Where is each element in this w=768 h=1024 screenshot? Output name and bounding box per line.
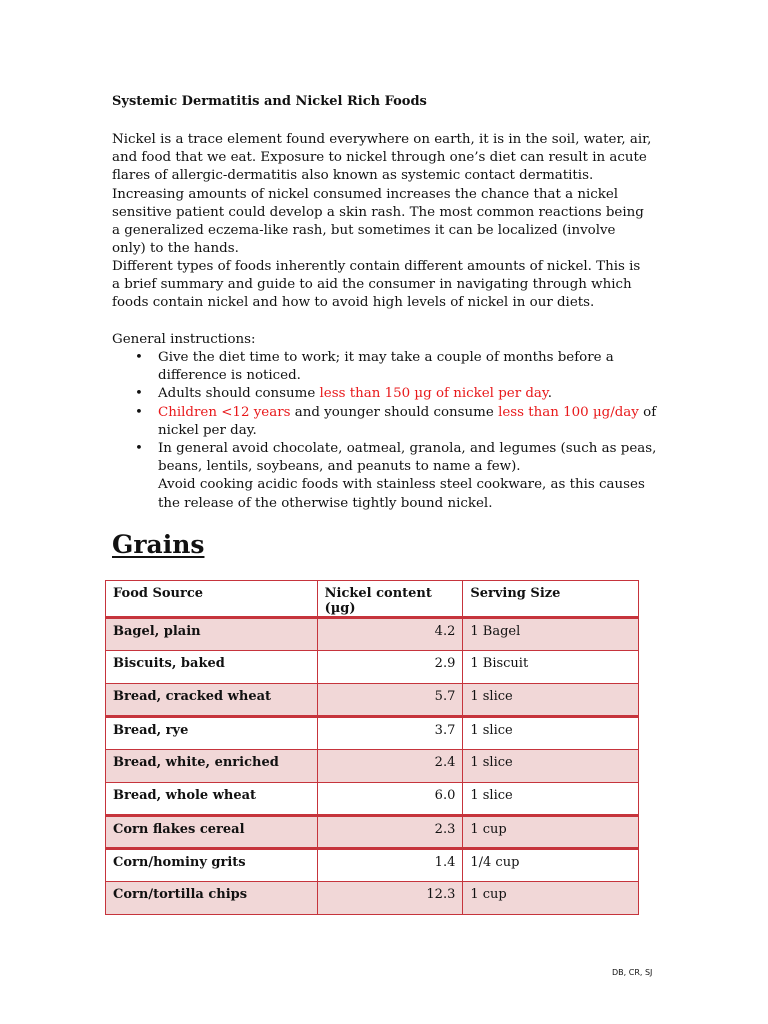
serving-cell: 1 slice xyxy=(463,783,639,816)
serving-cell: 1 Bagel xyxy=(463,618,639,651)
grains-table xyxy=(105,580,639,915)
nickel-cell: 12.3 xyxy=(317,882,463,915)
serving-cell: 1 Biscuit xyxy=(463,651,639,684)
serving-cell: 1 cup xyxy=(463,816,639,849)
instruction-text: • In general avoid chocolate, oatmeal, granola, and legumes (such as peas, beans, lentils, soybeans, and peanuts to name a few). xyxy=(158,441,657,475)
food-cell: Bread, cracked wheat xyxy=(106,684,318,717)
nickel-cell: 6.0 xyxy=(317,783,463,816)
food-cell: Bread, white, enriched xyxy=(106,750,318,783)
children-age-highlight: Children <12 years xyxy=(158,404,291,420)
table-row xyxy=(106,882,639,915)
table-row xyxy=(106,651,639,684)
food-cell: Corn flakes cereal xyxy=(106,816,318,849)
column-header-serving: Serving Size xyxy=(463,581,639,618)
nickel-cell: 1.4 xyxy=(317,849,463,882)
serving-cell: 1 slice xyxy=(463,750,639,783)
adult-limit-highlight: less than 150 µg of nickel per day xyxy=(319,386,548,402)
column-header-food: Food Source xyxy=(106,581,318,618)
table-row xyxy=(106,618,639,651)
nickel-cell: 3.7 xyxy=(317,717,463,750)
table-header-row xyxy=(106,581,639,618)
table-row xyxy=(106,717,639,750)
instruction-text: Avoid cooking acidic foods with stainless steel cookware, as this causes the release of the otherwise tightly bound nickel. xyxy=(158,477,645,511)
instruction-item-diet-time xyxy=(158,349,657,385)
table-row xyxy=(106,783,639,816)
table-row xyxy=(106,816,639,849)
column-header-nickel: Nickel content (µg) xyxy=(317,581,463,618)
serving-cell: 1 slice xyxy=(463,717,639,750)
instruction-item-children xyxy=(158,404,657,440)
grains-heading: Grains xyxy=(112,530,205,559)
instructions-label: General instructions: xyxy=(112,332,256,347)
serving-cell: 1 cup xyxy=(463,882,639,915)
nickel-cell: 2.9 xyxy=(317,651,463,684)
nickel-cell: 5.7 xyxy=(317,684,463,717)
instruction-text: and younger should consume xyxy=(290,404,499,420)
summary-paragraph: Different types of foods inherently contain different amounts of nickel. This is a brief summary and guide to aid the consumer in navigating through which foods contain nickel and how to avoid high levels of nickel in our diets. xyxy=(112,259,641,311)
serving-cell: 1/4 cup xyxy=(463,849,639,882)
food-cell: Bread, rye xyxy=(106,717,318,750)
table-row xyxy=(106,684,639,717)
food-cell: Bread, whole wheat xyxy=(106,783,318,816)
table-row xyxy=(106,849,639,882)
table-row xyxy=(106,750,639,783)
instruction-text: . xyxy=(547,386,552,402)
instructions-list xyxy=(112,349,657,513)
food-cell: Corn/tortilla chips xyxy=(106,882,318,915)
food-cell: Biscuits, baked xyxy=(106,651,318,684)
children-limit-highlight: less than 100 µg/day xyxy=(498,404,639,420)
intro-paragraph: Nickel is a trace element found everywhere on earth, it is in the soil, water, air, and food that we eat. Exposure to nickel through one’s diet can result in acute flares of allergic-dermatitis also known as systemic contact dermatitis. Increasing amounts of nickel consumed increases the chance that a nickel sensitive patient could develop a skin rash. The most common reactions being a generalized eczema-like rash, but sometimes it can be localized (involve only) to the hands. xyxy=(112,132,652,257)
serving-cell: 1 slice xyxy=(463,684,639,717)
instruction-item-adults xyxy=(158,385,657,403)
nickel-cell: 2.4 xyxy=(317,750,463,783)
instruction-text: of nickel per day. xyxy=(158,404,657,438)
nickel-cell: 4.2 xyxy=(317,618,463,651)
nickel-cell: 2.3 xyxy=(317,816,463,849)
food-cell: Corn/hominy grits xyxy=(106,849,318,882)
instruction-text: Adults should consume xyxy=(158,386,320,402)
instruction-text: Give the diet time to work; it may take a couple of months before a difference is noticed. xyxy=(158,350,614,384)
food-cell: Bagel, plain xyxy=(106,618,318,651)
instruction-item-avoid-foods xyxy=(158,440,657,513)
author-initials: DB, CR, SJ xyxy=(612,968,653,977)
document-title: Systemic Dermatitis and Nickel Rich Foods xyxy=(112,94,427,109)
